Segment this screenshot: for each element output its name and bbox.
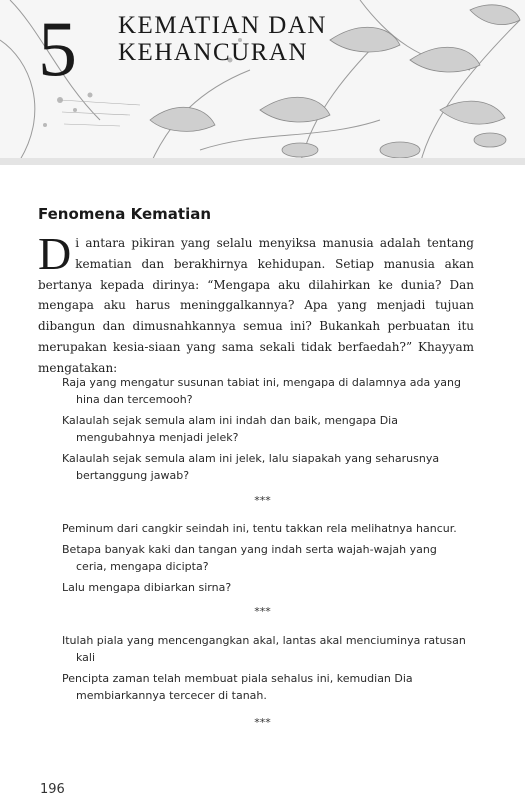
verse-block [62,632,470,708]
verse-block [62,374,470,488]
intro-paragraph [38,228,474,379]
section-separator: *** [254,716,271,729]
drop-cap-letter: D [38,228,72,279]
chapter-number: 5 [38,5,77,92]
verse-line: Pencipta zaman telah membuat piala sehalus ini, kemudian Dia membiarkannya tercecer di tanah. [62,672,413,702]
section-heading: Fenomena Kematian [38,205,212,223]
verse-line: Peminum dari cangkir seindah ini, tentu takkan rela melihatnya hancur. [62,522,457,535]
page-number: 196 [40,782,65,797]
verse-block [62,520,470,600]
verse-line: Itulah piala yang mencengangkan akal, lantas akal menciuminya ratusan kali [62,634,466,664]
chapter-title: KEMATIAN DAN KEHANCURAN [118,12,327,66]
verse-line: Kalaulah sejak semula alam ini indah dan baik, mengapa Dia mengubahnya menjadi jelek? [62,414,398,444]
verse-line: Lalu mengapa dibiarkan sirna? [62,581,232,594]
verse-line: Kalaulah sejak semula alam ini jelek, lalu siapakah yang seharusnya bertanggung jawab? [62,452,440,482]
intro-text: i antara pikiran yang selalu menyiksa manusia adalah tentang kematian dan berakhirnya kehidupan. Setiap manusia akan bertanya kepada dirinya: “Mengapa aku dilahirkan ke dunia? Dan mengapa aku harus meninggalkannya? Apa yang menjadi tujuan dibangun dan dimusnahkannya semua ini? Bukankah perbuatan itu merupakan kesia-siaan yang sama sekali tidak berfaedah?” Khayyam mengatakan: [38,236,474,375]
chapter-header-illustration [0,0,525,165]
verse-line: Betapa banyak kaki dan tangan yang indah serta wajah-wajah yang ceria, mengapa dicipta? [62,543,437,573]
verse-line: Raja yang mengatur susunan tabiat ini, mengapa di dalamnya ada yang hina dan tercemooh? [62,376,461,406]
section-separator: *** [254,605,271,618]
section-separator: *** [254,494,271,507]
